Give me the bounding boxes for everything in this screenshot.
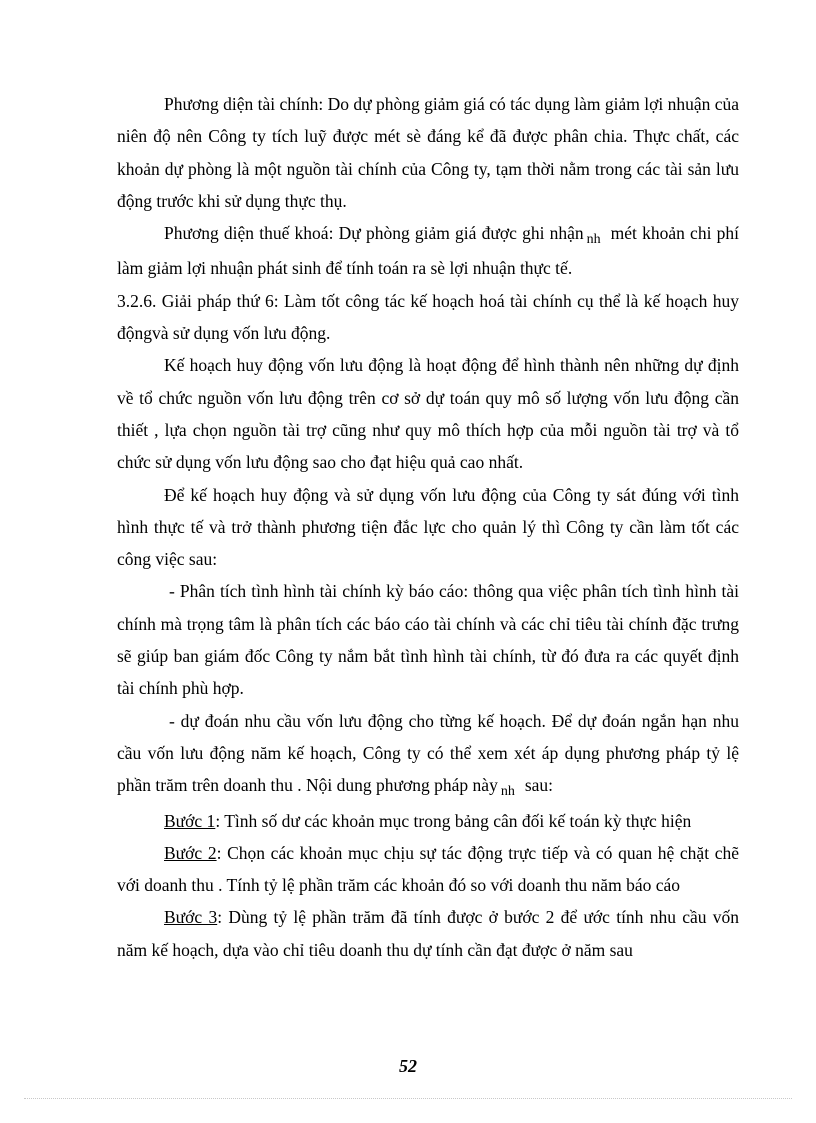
step-1-text: : Tình số dư các khoản mục trong bảng cân đối kế toán kỳ thực hiện: [215, 810, 692, 831]
list-item-financial-analysis: - Phân tích tình hình tài chính kỳ báo cáo: thông qua việc phân tích tình hình tài chính mà trọng tâm là phân tích các báo cáo tài chính và các chỉ tiêu tài chính đặc trưng sẽ giúp ban giám đốc Công ty nắm bắt tình hình tài chính, từ đó đưa ra các quyết định tài chính phù hợp.: [117, 581, 739, 699]
step-3: [117, 901, 739, 966]
step-3-label: Bước 3: [164, 907, 218, 928]
step-2: [117, 837, 739, 902]
step-3-text: : Dùng tỷ lệ phần trăm đã tính được ở bước 2 để ước tính nhu cầu vốn năm kế hoạch, dựa vào chỉ tiêu doanh thu dự tính cần đạt được ở năm sau: [117, 907, 739, 960]
tax-aspect-text-start: Phương diện thuế khoá: Dự phòng giảm giá được ghi nhận: [164, 223, 584, 244]
list-item-capital-forecast: [117, 705, 739, 805]
capital-forecast-text-start: - dự đoán nhu cầu vốn lưu động cho từng kế hoạch. Để dự đoán ngắn hạn nhu cầu vốn lưu động năm kế hoạch, Công ty có thể xem xét áp dụng phương pháp tỷ lệ phần trăm trên doanh thu . Nội dung phương pháp này: [117, 710, 739, 796]
capital-forecast-text-end: sau:: [524, 775, 554, 796]
paragraph-capital-plan: Kế hoạch huy động vốn lưu động là hoạt động để hình thành nên những dự định về tổ chức nguồn vốn lưu động trên cơ sở dự toán quy mô số lượng vốn lưu động cần thiết , lựa chọn nguồn tài trợ cũng như quy mô thích hợp của mỗi nguồn tài trợ và tổ chức sử dụng vốn lưu động sao cho đạt hiệu quả cao nhất.: [117, 355, 739, 473]
paragraph-plan-requirements: Để kế hoạch huy động và sử dụng vốn lưu động của Công ty sát đúng với tình hình thực tế và trở thành phương tiện đắc lực cho quản lý thì Công ty cần làm tốt các công việc sau:: [117, 484, 739, 570]
footer-divider: [24, 1098, 792, 1099]
page-number: 52: [399, 1056, 417, 1076]
tax-aspect-subscript: nh: [586, 232, 601, 248]
section-heading-solution-6: 3.2.6. Giải pháp thứ 6: Làm tốt công tác kế hoạch hoá tài chính cụ thể là kế hoạch huy độngvà sử dụng vốn lưu động.: [117, 290, 739, 344]
step-1-label: Bước 1: [164, 810, 216, 831]
paragraph-tax-aspect: [117, 217, 739, 285]
capital-forecast-subscript: nh: [500, 784, 515, 800]
document-body: [117, 88, 739, 966]
tax-aspect-text-end: mét khoản chi phí làm giảm lợi nhuận phát sinh để tính toán ra sè lợi nhuận thực tế.: [117, 223, 739, 279]
step-2-text: : Chọn các khoản mục chịu sự tác động trực tiếp và có quan hệ chặt chẽ với doanh thu . Tính tỷ lệ phần trăm các khoản đó so với doanh thu năm báo cáo: [117, 842, 739, 896]
step-2-label: Bước 2: [164, 842, 217, 863]
paragraph-financial-aspect: Phương diện tài chính: Do dự phòng giảm giá có tác dụng làm giảm lợi nhuận của niên độ nên Công ty tích luỹ được mét sè đáng kể đã được phân chia. Thực chất, các khoản dự phòng là một nguồn tài chính của Công ty, tạm thời nằm trong các tài sản lưu động trước khi sử dụng thực thụ.: [117, 94, 740, 211]
step-1: [117, 805, 739, 837]
